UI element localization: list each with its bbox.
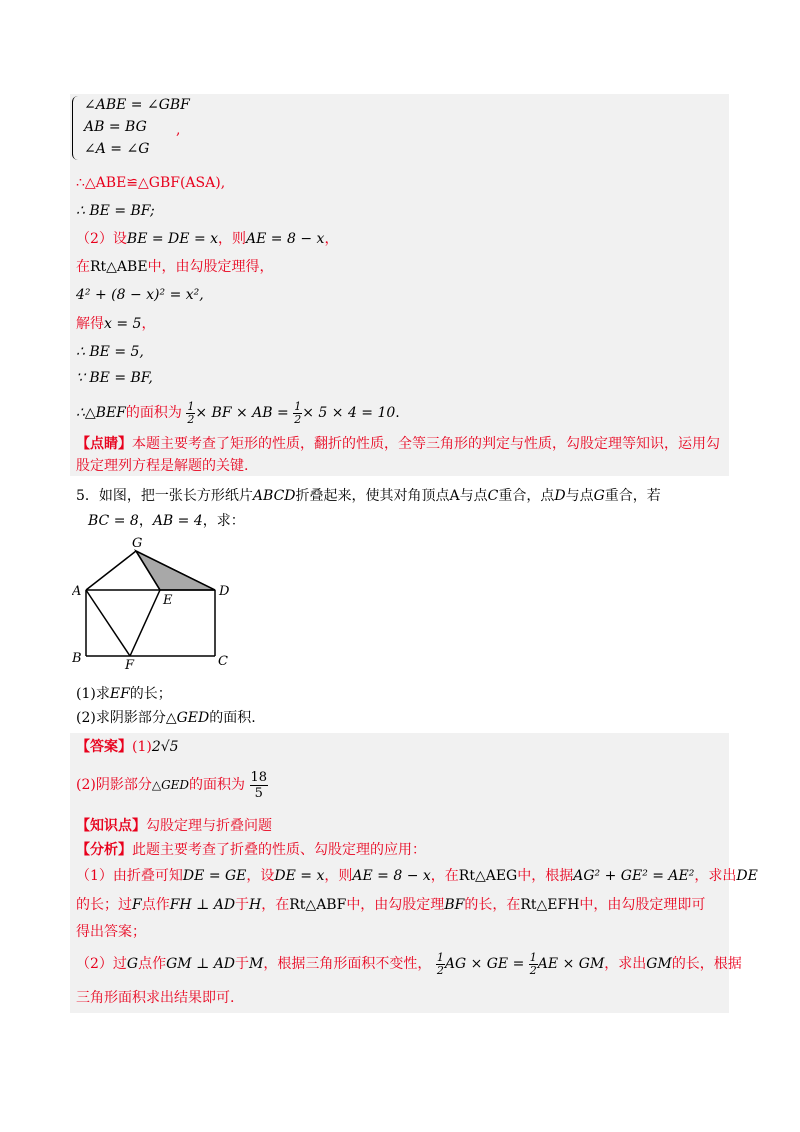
solve-a: 解得 xyxy=(76,316,104,332)
area-d: × 5 × 4 = 10 xyxy=(302,405,396,421)
problem-line2 xyxy=(88,511,245,531)
answer-a2-a: (2)阴影部分 xyxy=(76,777,152,793)
part2-b: BE = DE = x xyxy=(126,231,219,247)
problem-line1 xyxy=(76,486,661,506)
q2-b: △GED xyxy=(165,710,210,726)
p-line1-c: 折叠起来，使其对角顶点 xyxy=(295,488,450,504)
p-line2-c: AB = 4 xyxy=(152,513,203,529)
segment-af xyxy=(86,590,130,656)
solve-c: ， xyxy=(141,316,156,332)
answer-fraction: $\frac{18}{5}$ xyxy=(250,769,268,801)
answer-a2-b: △GED xyxy=(151,778,190,792)
line-part2 xyxy=(76,229,338,249)
area-e: . xyxy=(395,405,400,421)
p-line1-i: 与点 xyxy=(565,488,594,504)
knowledge-line xyxy=(76,816,272,836)
dianjing-tag: 【点睛】 xyxy=(76,436,132,452)
area-b: 的面积为 xyxy=(125,405,182,421)
q1-c: 的长； xyxy=(129,686,172,702)
analysis-p4: （2）过G点作GM ⊥ AD于M，根据三角形面积不变性， $\frac{1}{2}$ AG × GE = $\frac{1}{2}$ AE × GM，求出GM的长，根据 xyxy=(76,950,742,977)
line-be5: ∴ BE = 5, xyxy=(76,344,144,360)
answer-a1-value: 2√5 xyxy=(151,739,179,755)
p-line1-g: 重合，点 xyxy=(498,488,555,504)
analysis-p1: （1）由折叠可知DE = GE，设DE = x，则AE = 8 − x，在Rt△AEG中，根据AG² + GE² = AE²，求出DE xyxy=(76,868,758,884)
label-f: F xyxy=(125,658,135,670)
segment-ag xyxy=(86,551,136,590)
p-line2-a: BC = 8 xyxy=(88,513,139,529)
be-bf-text: ∴ BE = BF; xyxy=(76,203,155,219)
half-fraction-3: $\frac{1}{2}$ xyxy=(436,950,444,977)
q1-a: (1)求 xyxy=(76,686,110,702)
q2-c: 的面积. xyxy=(209,710,256,726)
segment-fg xyxy=(130,590,160,656)
analysis-p2: 的长；过F点作FH ⊥ AD于H，在Rt△ABF中，由勾股定理BF的长，在Rt△EFH中，由勾股定理即可 xyxy=(76,897,706,913)
half-fraction-1: $\frac{1}{2}$ xyxy=(187,399,195,426)
analysis-line xyxy=(76,840,426,860)
system-comma: , xyxy=(176,122,181,138)
p-line1-d: A xyxy=(449,488,460,504)
line-solve xyxy=(76,314,155,334)
label-a: A xyxy=(72,584,82,599)
system-brace xyxy=(72,96,81,160)
dianjing-line2: 股定理列方程是解题的关键. xyxy=(76,458,249,474)
answer-line2 xyxy=(76,768,268,802)
q2-a: (2)求阴影部分 xyxy=(76,710,166,726)
knowledge-tag: 【知识点】 xyxy=(76,818,146,834)
area-c: × BF × AB = xyxy=(195,405,289,421)
q1-b: EF xyxy=(109,686,130,702)
line-because: ∵ BE = BF, xyxy=(76,370,153,386)
line-be-bf xyxy=(76,201,155,221)
system-row2: AB = BG xyxy=(84,119,147,135)
analysis-p5: 三角形面积求出结果即可. xyxy=(76,990,235,1006)
p-line1-e: 与点 xyxy=(459,488,488,504)
p-line1-j: G xyxy=(593,488,605,504)
p-line1-a: 5．如图，把一张长方形纸片 xyxy=(76,488,253,504)
line-rt xyxy=(76,257,274,277)
p-line1-h: D xyxy=(554,488,566,504)
label-c: C xyxy=(218,654,228,669)
system-row1: ∠ABE = ∠GBF xyxy=(84,97,190,113)
label-b: B xyxy=(72,651,82,666)
part2-d: AE = 8 − x xyxy=(246,231,325,247)
line-area xyxy=(76,398,400,428)
analysis-text: 此题主要考查了折叠的性质、勾股定理的应用： xyxy=(132,842,426,858)
part2-a: （2）设 xyxy=(76,231,127,247)
p-line1-k: 重合，若 xyxy=(604,488,661,504)
rt-a: 在 xyxy=(76,259,90,275)
answer-a2-c: 的面积为 xyxy=(189,777,246,793)
solve-b: x = 5 xyxy=(104,316,142,332)
dianjing-line1 xyxy=(76,434,720,454)
area-a: ∴△BEF xyxy=(76,405,126,421)
p-line2-b: ， xyxy=(138,513,153,529)
line-equation: 4² + (8 − x)² = x², xyxy=(76,287,204,303)
p-line2-d: ，求： xyxy=(202,513,245,529)
analysis-tag: 【分析】 xyxy=(76,842,132,858)
answer-line1 xyxy=(76,737,179,757)
p-line1-b: ABCD xyxy=(252,488,296,504)
part2-e: ， xyxy=(324,231,339,247)
knowledge-text: 勾股定理与折叠问题 xyxy=(146,818,272,834)
question-1 xyxy=(76,684,172,704)
dianjing-text1: 本题主要考查了矩形的性质，翻折的性质，全等三角形的判定与性质，勾股定理等知识，运用勾 xyxy=(132,436,720,452)
system-row3: ∠A = ∠G xyxy=(84,141,150,157)
half-fraction-2: $\frac{1}{2}$ xyxy=(294,399,302,426)
rt-c: 中，由勾股定理得， xyxy=(147,259,274,275)
line-congruent xyxy=(76,173,225,193)
congruent-text: ∴△ABE≌△GBF(ASA), xyxy=(76,175,226,191)
answer-tag: 【答案】 xyxy=(76,739,132,755)
part2-c: ，则 xyxy=(218,231,247,247)
question-2 xyxy=(76,708,256,728)
rt-b: Rt△ABE xyxy=(90,259,148,275)
p-line1-f: C xyxy=(487,488,499,504)
answer-a1: (1) xyxy=(132,739,152,755)
label-g: G xyxy=(132,536,143,551)
label-d: D xyxy=(219,584,230,599)
half-fraction-4: $\frac{1}{2}$ xyxy=(529,950,537,977)
geometry-diagram xyxy=(72,535,242,670)
analysis-p3: 得出答案； xyxy=(76,924,146,940)
label-e: E xyxy=(163,593,173,608)
